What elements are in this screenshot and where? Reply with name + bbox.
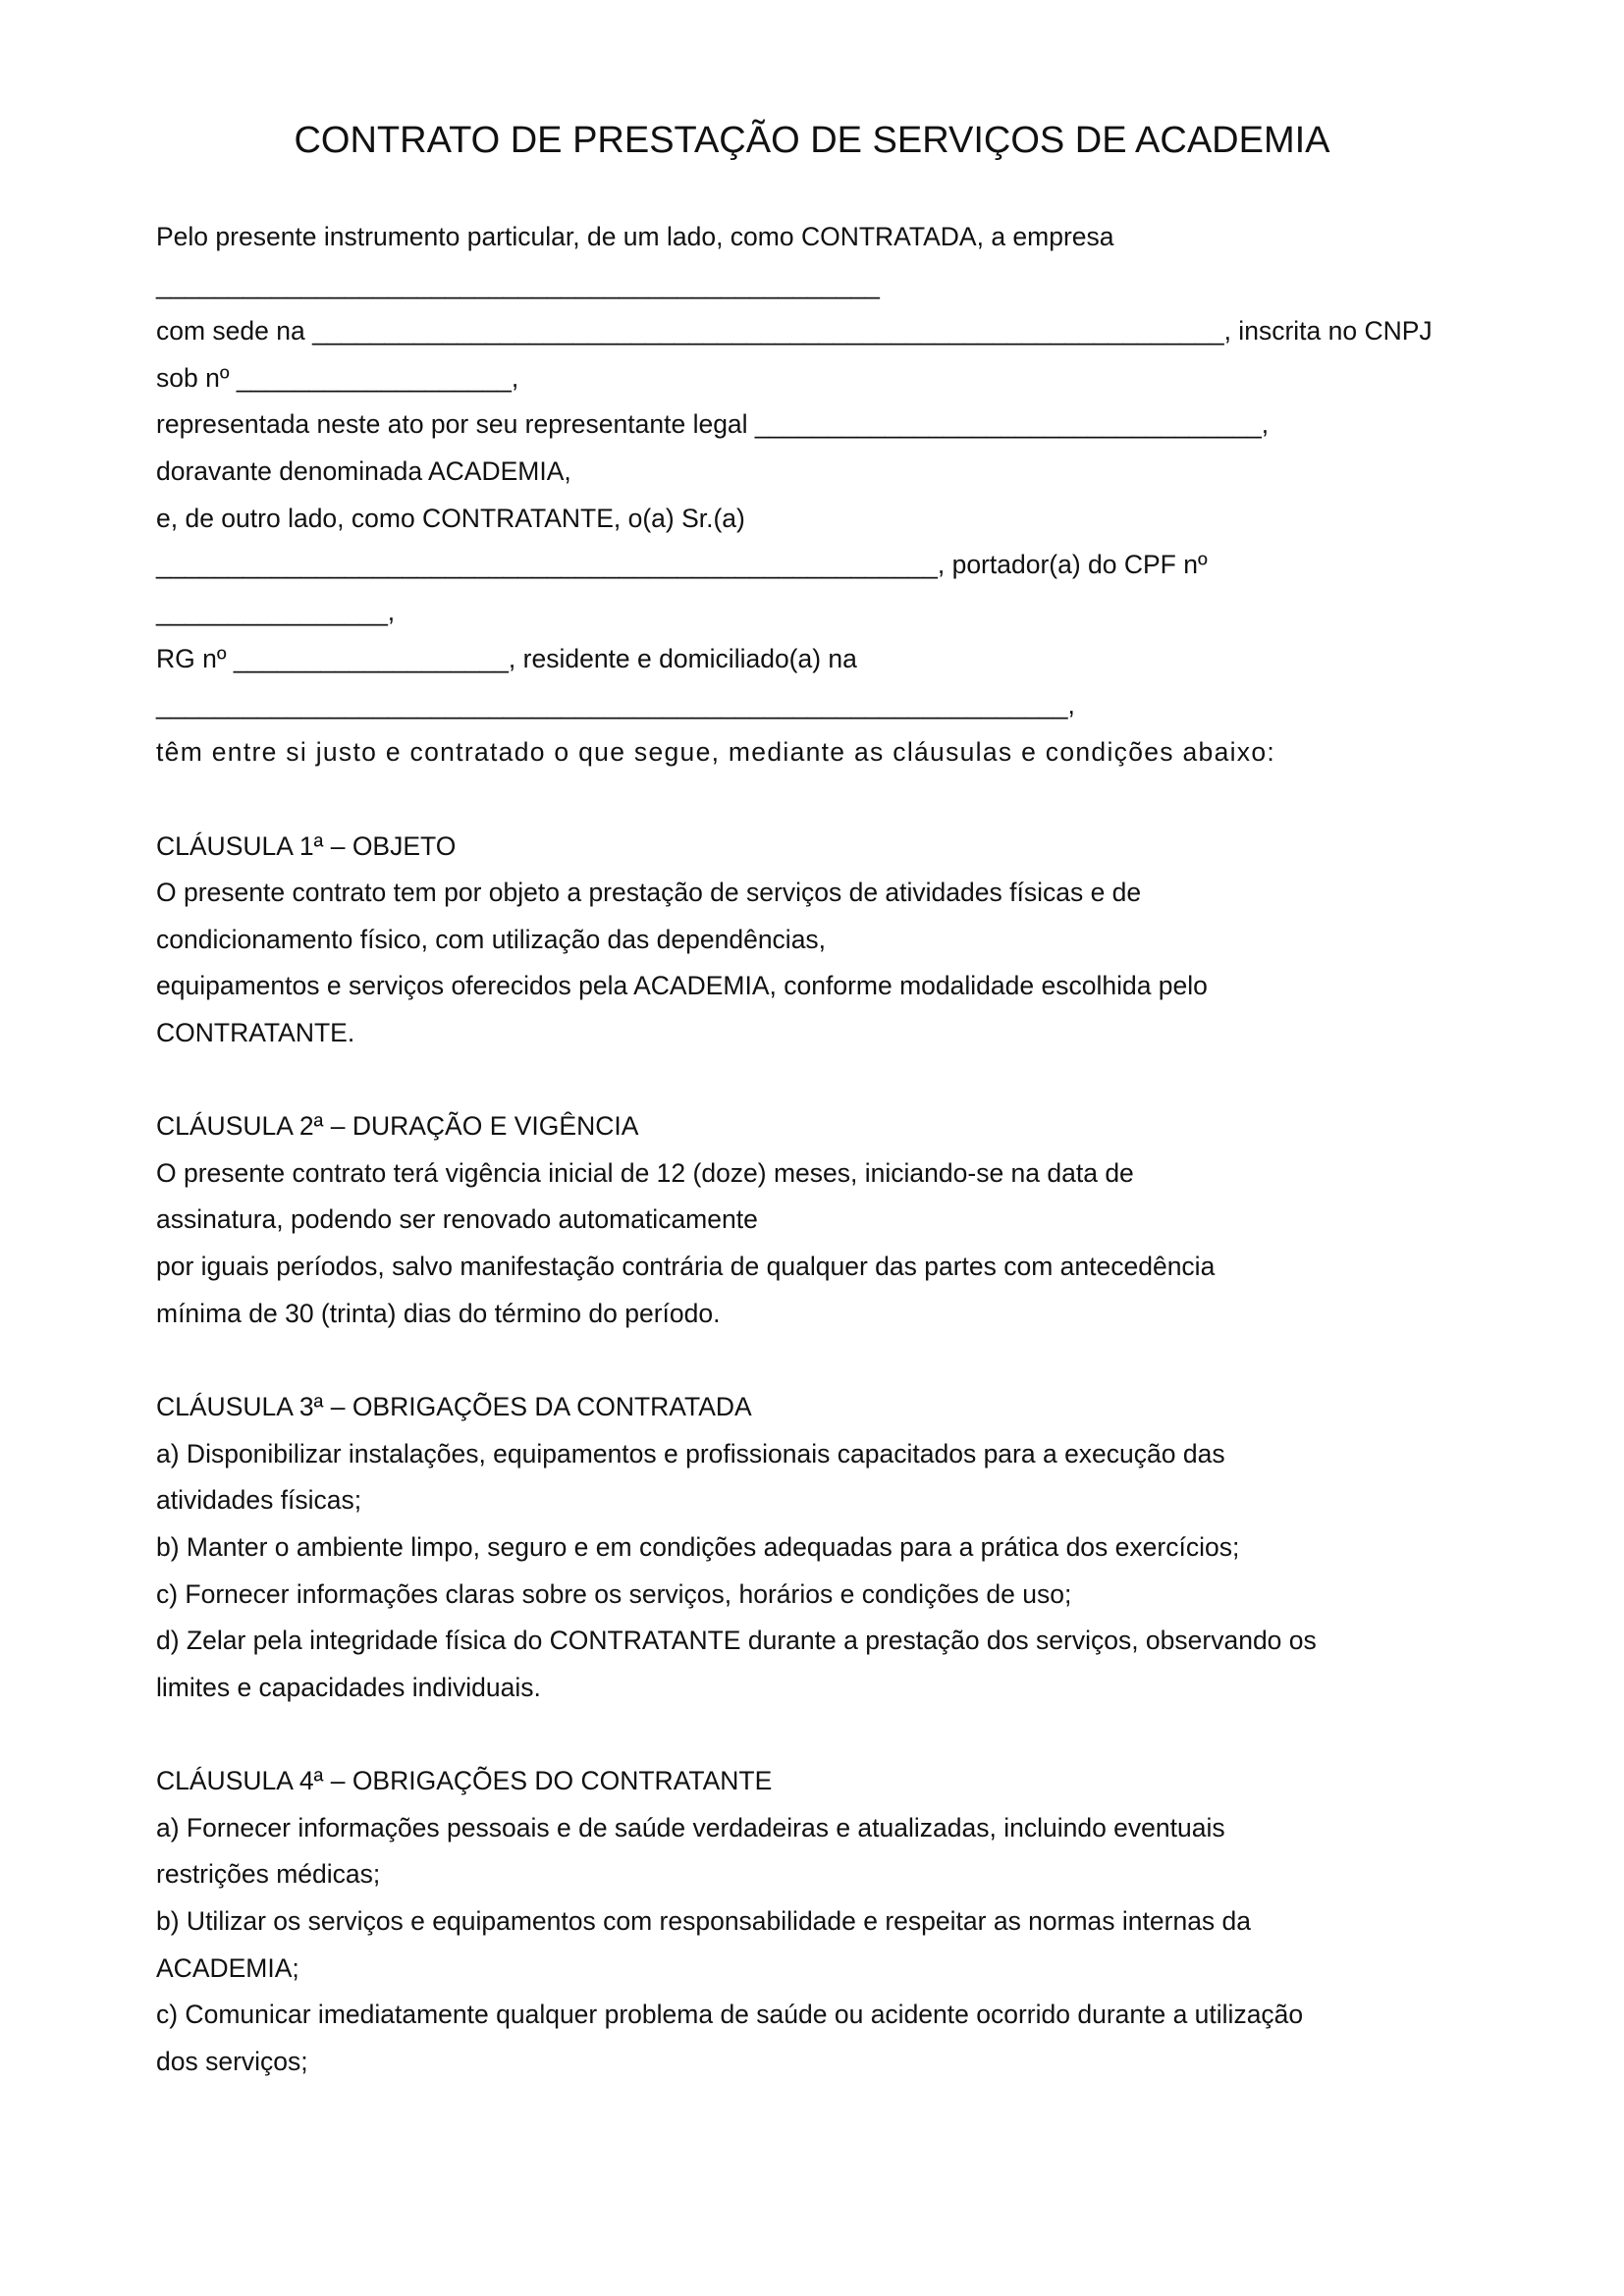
clause-4-line: ACADEMIA; bbox=[156, 1953, 299, 1983]
clause-3-line: c) Fornecer informações claras sobre os serviços, horários e condições de uso; bbox=[156, 1579, 1072, 1609]
clause-2-line: por iguais períodos, salvo manifestação contrária de qualquer das partes com antecedência bbox=[156, 1252, 1216, 1281]
clause-3-line: limites e capacidades individuais. bbox=[156, 1673, 541, 1702]
clause-3-line: d) Zelar pela integridade física do CONTRATANTE durante a prestação dos serviços, observando os bbox=[156, 1626, 1317, 1655]
clause-3-line: atividades físicas; bbox=[156, 1485, 362, 1515]
clause-2-line: O presente contrato terá vigência inicial de 12 (doze) meses, iniciando-se na data de bbox=[156, 1158, 1134, 1188]
clause-2-line: mínima de 30 (trinta) dias do término do período. bbox=[156, 1299, 721, 1328]
clause-4-line: a) Fornecer informações pessoais e de saúde verdadeiras e atualizadas, incluindo eventuais bbox=[156, 1813, 1225, 1842]
clause-2-line: assinatura, podendo ser renovado automaticamente bbox=[156, 1204, 758, 1234]
parties-closing-line: têm entre si justo e contratado o que segue, mediante as cláusulas e condições abaixo: bbox=[156, 737, 1276, 767]
document-title: CONTRATO DE PRESTAÇÃO DE SERVIÇOS DE ACADEMIA bbox=[294, 120, 1330, 161]
clause-4-heading: CLÁUSULA 4ª – OBRIGAÇÕES DO CONTRATANTE bbox=[156, 1766, 773, 1795]
parties-line: e, de outro lado, como CONTRATANTE, o(a) Sr.(a) bbox=[156, 504, 745, 533]
clause-1-heading: CLÁUSULA 1ª – OBJETO bbox=[156, 831, 457, 861]
clause-1-line: O presente contrato tem por objeto a prestação de serviços de atividades físicas e de bbox=[156, 878, 1142, 907]
parties-line: Pelo presente instrumento particular, de um lado, como CONTRATADA, a empresa bbox=[156, 222, 1114, 251]
parties-line: sob nº ___________________, bbox=[156, 363, 519, 393]
clause-4-line: b) Utilizar os serviços e equipamentos com responsabilidade e respeitar as normas internas da bbox=[156, 1906, 1252, 1936]
clause-1-line: condicionamento físico, com utilização das dependências, bbox=[156, 925, 827, 954]
parties-line: RG nº ___________________, residente e domiciliado(a) na bbox=[156, 644, 857, 673]
parties-line: ______________________________________________________, portador(a) do CPF nº bbox=[156, 550, 1208, 579]
parties-line: com sede na _______________________________________________________________, inscrita no CNPJ bbox=[156, 316, 1433, 346]
clause-4-line: c) Comunicar imediatamente qualquer problema de saúde ou acidente ocorrido durante a utilização bbox=[156, 2000, 1304, 2029]
clause-1-line: CONTRATANTE. bbox=[156, 1018, 355, 1047]
address-blank: _______________________________________________________________, bbox=[156, 690, 1075, 720]
clause-1-line: equipamentos e serviços oferecidos pela ACADEMIA, conforme modalidade escolhida pelo bbox=[156, 971, 1208, 1000]
clause-3-line: b) Manter o ambiente limpo, seguro e em condições adequadas para a prática dos exercícios; bbox=[156, 1532, 1240, 1562]
clause-4-line: dos serviços; bbox=[156, 2047, 308, 2076]
cpf-blank: ________________, bbox=[156, 597, 396, 626]
parties-line: representada neste ato por seu representante legal ___________________________________, bbox=[156, 409, 1270, 439]
clause-2-heading: CLÁUSULA 2ª – DURAÇÃO E VIGÊNCIA bbox=[156, 1111, 639, 1141]
parties-line: doravante denominada ACADEMIA, bbox=[156, 456, 571, 486]
company-name-blank: __________________________________________________ bbox=[156, 270, 880, 299]
clause-3-line: a) Disponibilizar instalações, equipamentos e profissionais capacitados para a execução das bbox=[156, 1439, 1225, 1468]
clause-3-heading: CLÁUSULA 3ª – OBRIGAÇÕES DA CONTRATADA bbox=[156, 1392, 752, 1421]
clause-4-line: restrições médicas; bbox=[156, 1859, 381, 1889]
